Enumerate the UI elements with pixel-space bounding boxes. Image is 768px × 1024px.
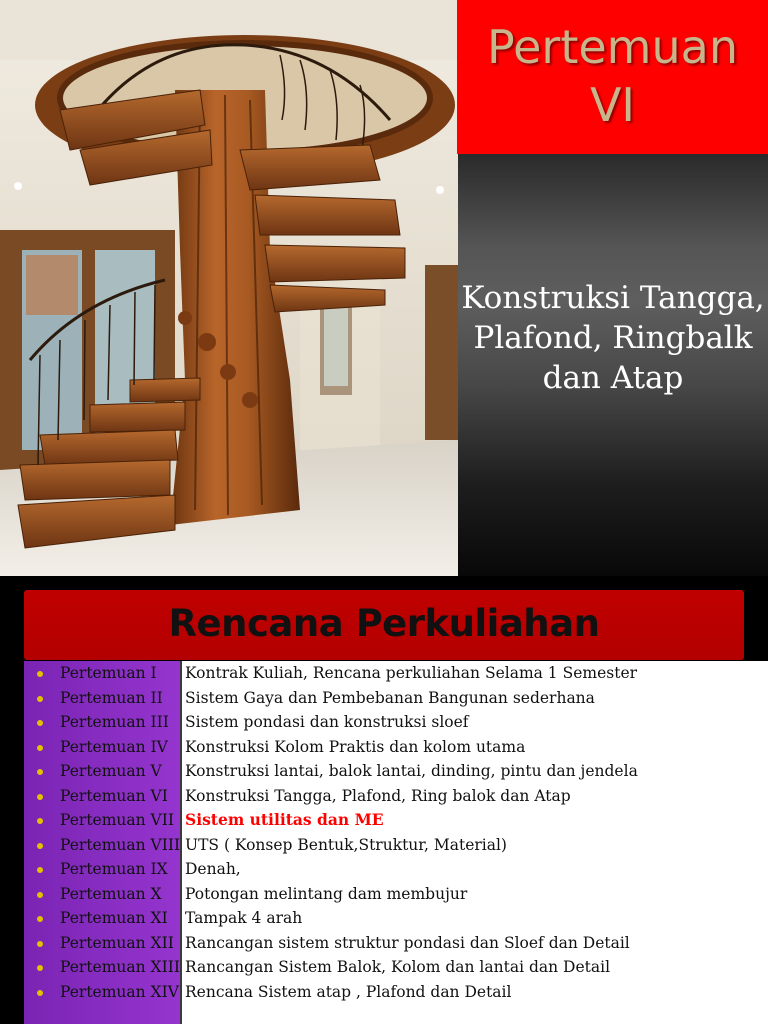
meeting-topic: Rancangan Sistem Balok, Kolom dan lantai dan Detail	[185, 958, 611, 976]
list-item	[24, 833, 768, 857]
course-plan-list	[24, 661, 768, 1024]
list-item	[24, 857, 768, 881]
meeting-topic: Konstruksi Tangga, Plafond, Ring balok dan Atap	[185, 786, 571, 805]
course-plan-banner	[24, 590, 744, 660]
bullet-icon	[37, 916, 43, 922]
meeting-topic: Denah,	[185, 860, 241, 878]
subtitle-line: dan Atap	[542, 360, 684, 396]
slide-title-heading	[457, 18, 768, 134]
list-item	[24, 686, 768, 710]
meeting-topic: Kontrak Kuliah, Rencana perkuliahan Selama 1 Semester	[185, 664, 638, 682]
subtitle-line: Plafond, Ringbalk	[473, 320, 753, 356]
meeting-topic: Sistem Gaya dan Pembebanan Bangunan sederhana	[185, 688, 595, 707]
list-item	[24, 931, 768, 955]
meeting-label: Pertemuan X	[60, 884, 162, 903]
meeting-label: Pertemuan XII	[60, 933, 174, 952]
list-item	[24, 710, 768, 734]
course-plan-title: Rencana Perkuliahan	[168, 602, 600, 645]
bullet-icon	[37, 720, 43, 726]
meeting-topic: Konstruksi lantai, balok lantai, dinding, pintu dan jendela	[185, 762, 638, 780]
spiral-staircase-photo	[0, 0, 458, 576]
meeting-topic: Tampak 4 arah	[185, 909, 303, 927]
list-item	[24, 784, 768, 808]
meeting-label: Pertemuan XIII	[60, 958, 180, 976]
title-line: VI	[589, 78, 636, 132]
bullet-icon	[37, 769, 43, 775]
meeting-label: Pertemuan XI	[60, 909, 168, 927]
meeting-topic: Rencana Sistem atap , Plafond dan Detail	[185, 982, 512, 1001]
meeting-topic: UTS ( Konsep Bentuk,Struktur, Material)	[185, 835, 507, 854]
meeting-label: Pertemuan XIV	[60, 982, 179, 1001]
bullet-icon	[37, 696, 43, 702]
slide-subtitle	[458, 278, 768, 398]
list-item	[24, 808, 768, 832]
bullet-icon	[37, 671, 43, 677]
meeting-label: Pertemuan II	[60, 688, 163, 707]
list-item	[24, 661, 768, 685]
meeting-label: Pertemuan V	[60, 762, 162, 780]
meeting-topic: Rancangan sistem struktur pondasi dan Sloef dan Detail	[185, 933, 630, 952]
meeting-label: Pertemuan VI	[60, 786, 168, 805]
list-item	[24, 980, 768, 1004]
subtitle-panel	[458, 154, 768, 576]
bullet-icon	[37, 941, 43, 947]
title-line: Pertemuan	[487, 20, 738, 74]
bullet-icon	[37, 843, 43, 849]
meeting-topic: Sistem utilitas dan ME	[185, 810, 384, 829]
bullet-icon	[37, 745, 43, 751]
title-box	[457, 0, 768, 154]
list-item	[24, 955, 768, 979]
bullet-icon	[37, 892, 43, 898]
subtitle-line: Konstruksi Tangga,	[461, 280, 765, 316]
meeting-label: Pertemuan I	[60, 664, 157, 682]
meeting-label: Pertemuan VIII	[60, 835, 181, 854]
bullet-icon	[37, 990, 43, 996]
bullet-icon	[37, 867, 43, 873]
meeting-topic: Potongan melintang dam membujur	[185, 884, 468, 903]
list-item	[24, 882, 768, 906]
list-item	[24, 759, 768, 783]
bullet-icon	[37, 965, 43, 971]
meeting-label: Pertemuan VII	[60, 811, 174, 829]
meeting-topic: Konstruksi Kolom Praktis dan kolom utama	[185, 737, 526, 756]
bullet-icon	[37, 794, 43, 800]
bullet-icon	[37, 818, 43, 824]
slide-course-plan	[0, 576, 768, 1024]
list-item	[24, 735, 768, 759]
meeting-topic: Sistem pondasi dan konstruksi sloef	[185, 713, 469, 731]
meeting-label: Pertemuan III	[60, 713, 169, 731]
meeting-label: Pertemuan IX	[60, 860, 168, 878]
list-item	[24, 906, 768, 930]
meeting-label: Pertemuan IV	[60, 737, 168, 756]
